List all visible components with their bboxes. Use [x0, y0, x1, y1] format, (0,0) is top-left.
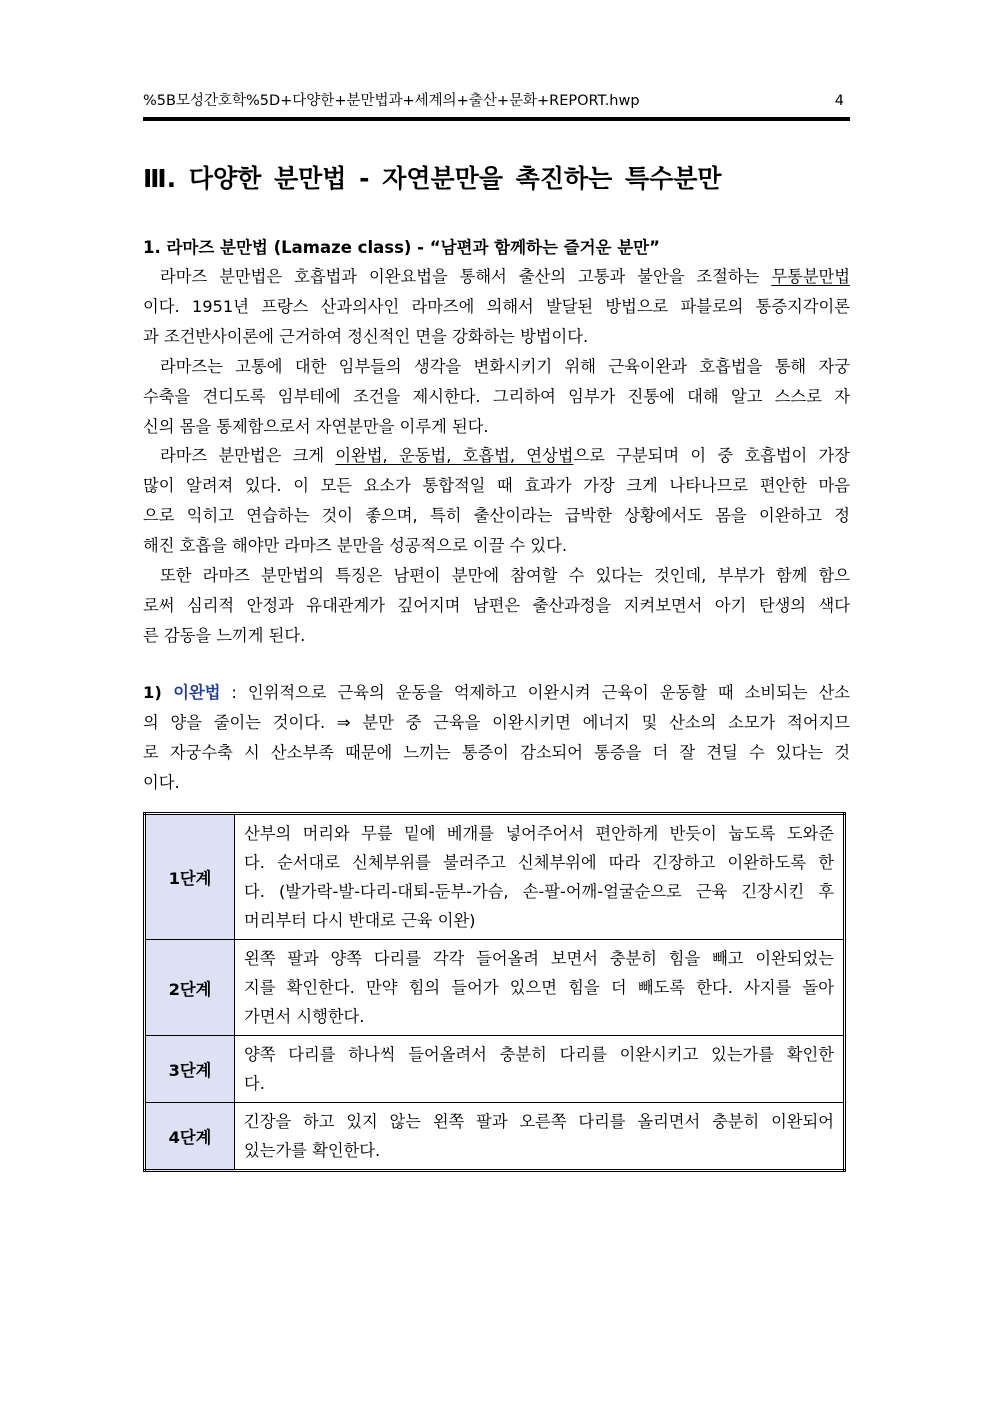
- step-label: 2단계: [145, 940, 235, 1036]
- text-line: [143, 441, 850, 471]
- text-line: 과 조건반사이론에 근거하여 정신적인 면을 강화하는 방법이다.: [143, 327, 589, 346]
- item-number: 1): [143, 683, 174, 702]
- step-text-line: 가면서 시행한다.: [244, 1007, 365, 1026]
- step-text-line: 있는가를 확인한다.: [244, 1141, 381, 1160]
- step-text-line: 다. (발가락-발-다리-대퇴-둔부-가슴, 손-팔-어깨-얼굴순으로 근육 긴장시킨 후: [244, 882, 834, 901]
- header-rule: [143, 117, 850, 121]
- text-line: 으로 익히고 연습하는 것이 좋으며, 특히 출산이라는 급박한 상황에서도 몸을 이완하고 정: [143, 506, 850, 525]
- text-line: 이다. 1951년 프랑스 산과의사인 라마즈에 의해서 발달된 방법으로 파블로의 통증지각이론: [143, 297, 850, 316]
- steps-table-body: [145, 814, 845, 1171]
- relaxation-paragraph: [143, 678, 850, 798]
- step-text-line: 산부의 머리와 무릎 밑에 베개를 넣어주어서 편안하게 반듯이 눕도록 도와준: [244, 824, 834, 843]
- text-line: 른 감동을 느끼게 된다.: [143, 626, 306, 645]
- text-span: 라마즈 분만법은 호흡법과 이완요법을 통해서 출산의 고통과 불안을 조절하는: [160, 267, 772, 286]
- paragraph-2: [143, 352, 850, 442]
- text-line: 또한 라마즈 분만법의 특징은 남편이 분만에 참여할 수 있다는 것인데, 부부가 함께 함으: [160, 566, 850, 585]
- page-header: [143, 90, 850, 114]
- step-label: 1단계: [145, 814, 235, 940]
- text-line: 의 양을 줄이는 것이다. ⇒ 분만 중 근육을 이완시키면 에너지 및 산소의 소모가 적어지므: [143, 713, 850, 732]
- underlined-term: 무통분만법: [771, 267, 850, 286]
- text-line: 로써 심리적 안정과 유대관계가 깊어지며 남편은 출산과정을 지켜보면서 아기 탄생의 색다: [143, 596, 850, 615]
- paragraph-1: [143, 262, 850, 352]
- text-line: 신의 몸을 통제함으로서 자연분만을 이루게 된다.: [143, 417, 489, 436]
- step-row: [145, 814, 845, 940]
- relaxation-steps-table: [143, 812, 846, 1172]
- page-number: 4: [834, 93, 844, 109]
- underlined-term: 이완법, 운동법, 호흡법, 연상법: [335, 446, 574, 465]
- step-description: [235, 814, 845, 940]
- text-span: 으로 구분되며 이 중 호흡법이 가장: [573, 446, 850, 465]
- paragraph-4: [143, 561, 850, 651]
- header-filename: %5B모성간호학%5D+다양한+분만법과+세계의+출산+문화+REPORT.hwp: [143, 93, 640, 109]
- text-line: [143, 678, 850, 708]
- step-row: [145, 940, 845, 1036]
- step-text-line: 지를 확인한다. 만약 힘의 들어가 있으면 힘을 더 빼도록 한다. 사지를 돌아: [244, 978, 834, 997]
- text-line: 라마즈는 고통에 대한 임부들의 생각을 변화시키기 위해 근육이완과 호흡법을 통해 자궁: [160, 357, 850, 376]
- text-span: : 인위적으로 근육의 운동을 억제하고 이완시켜 근육이 운동할 때 소비되는 산소: [220, 683, 850, 702]
- text-line: 로 자궁수축 시 산소부족 때문에 느끼는 통증이 감소되어 통증을 더 잘 견딜 수 있다는 것: [143, 743, 850, 762]
- chapter-title: Ⅲ. 다양한 분만법 - 자연분만을 촉진하는 특수분만: [143, 164, 722, 193]
- text-span: 라마즈 분만법은 크게: [160, 446, 336, 465]
- step-label: 4단계: [145, 1103, 235, 1171]
- step-text-line: 다. 순서대로 신체부위를 불러주고 신체부위에 따라 긴장하고 이완하도록 한: [244, 853, 834, 872]
- step-text-line: 다.: [244, 1074, 265, 1093]
- step-text-line: 긴장을 하고 있지 않는 왼쪽 팔과 오른쪽 다리를 올리면서 충분히 이완되어: [244, 1112, 834, 1131]
- step-text-line: 왼쪽 팔과 양쪽 다리를 각각 들어올려 보면서 충분히 힘을 빼고 이완되었는: [244, 949, 834, 968]
- step-text-line: 머리부터 다시 반대로 근육 이완): [244, 911, 476, 930]
- section-heading: 1. 라마즈 분만법 (Lamaze class) - “남편과 함께하는 즐거운 분만”: [143, 238, 660, 257]
- step-label: 3단계: [145, 1036, 235, 1103]
- paragraph-3: [143, 441, 850, 561]
- step-row: [145, 1103, 845, 1171]
- step-row: [145, 1036, 845, 1103]
- step-description: [235, 1036, 845, 1103]
- step-description: [235, 940, 845, 1036]
- text-line: 해진 호흡을 해야만 라마즈 분만을 성공적으로 이끌 수 있다.: [143, 536, 568, 555]
- text-line: 수축을 견디도록 임부테에 조건을 제시한다. 그리하여 임부가 진통에 대해 알고 스스로 자: [143, 387, 850, 406]
- step-description: [235, 1103, 845, 1171]
- text-line: 많이 알려져 있다. 이 모든 요소가 통합적일 때 효과가 가장 크게 나타나므로 편안한 마음: [143, 476, 850, 495]
- relaxation-term: 이완법: [173, 683, 221, 702]
- text-line: [143, 262, 850, 292]
- step-text-line: 양쪽 다리를 하나씩 들어올려서 충분히 다리를 이완시키고 있는가를 확인한: [244, 1045, 834, 1064]
- text-line: 이다.: [143, 773, 180, 792]
